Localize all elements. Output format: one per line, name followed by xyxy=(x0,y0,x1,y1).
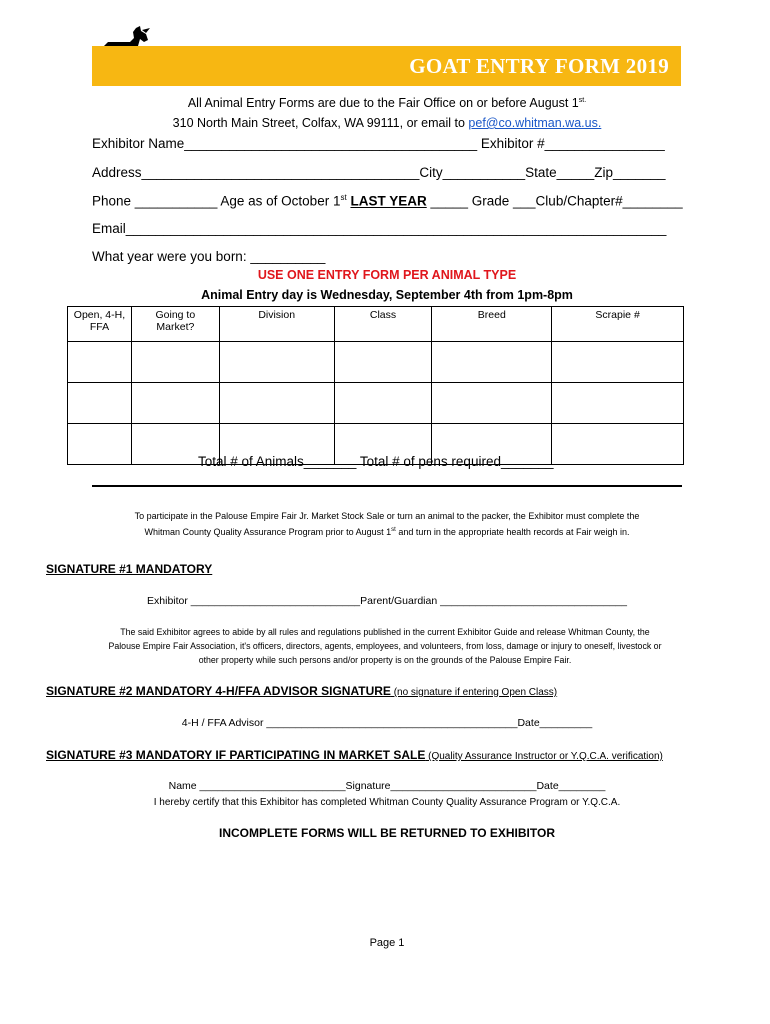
due-date-sup: st. xyxy=(578,96,587,104)
table-row xyxy=(68,383,684,424)
address-line xyxy=(92,116,682,130)
header-division: Division xyxy=(219,307,334,342)
office-address: 310 North Main Street, Colfax, WA 99111, or email to xyxy=(172,116,469,130)
advisor-signature-field[interactable]: 4-H / FFA Advisor ___________________________________________Date_________ xyxy=(181,717,593,729)
header-open-4h-ffa: Open, 4-H, FFA xyxy=(68,307,132,342)
cell-market[interactable] xyxy=(131,383,219,424)
page-number: Page 1 xyxy=(369,937,405,949)
signature-3-note: (Quality Assurance Instructor or Y.Q.C.A. verification) xyxy=(425,751,663,762)
signature-2-title: SIGNATURE #2 MANDATORY 4-H/FFA ADVISOR SIGNATURE xyxy=(46,684,391,698)
grade-club-label: _____ Grade ___Club/Chapter#________ xyxy=(426,193,683,209)
signature-3-title: SIGNATURE #3 MANDATORY IF PARTICIPATING IN MARKET SALE xyxy=(46,748,426,762)
header-breed: Breed xyxy=(432,307,552,342)
divider-rule xyxy=(92,485,682,487)
agreement-line-3: other property while such persons and/or property is on the grounds of the Palouse Empire Fair. xyxy=(198,655,572,665)
cell-scrapie[interactable] xyxy=(552,342,684,383)
due-date-text: All Animal Entry Forms are due to the Fair Office on or before August 1 xyxy=(187,96,579,110)
header-scrapie: Scrapie # xyxy=(552,307,684,342)
email-field[interactable]: Email________________________________________________________________________ xyxy=(92,221,667,236)
cell-scrapie[interactable] xyxy=(552,424,684,465)
cell-market[interactable] xyxy=(131,342,219,383)
animal-entry-table xyxy=(67,306,684,465)
quality-assurance-note xyxy=(92,509,682,539)
header-going-to-market: Going to Market? xyxy=(131,307,219,342)
agreement-line-2: Palouse Empire Fair Association, it's officers, directors, agents, employees, and volunteers, from loss, damage or injury to oneself, livestock or xyxy=(108,641,662,651)
phone-age-label: Phone ___________ Age as of October 1 xyxy=(92,193,341,209)
release-agreement xyxy=(60,625,710,667)
cell-breed[interactable] xyxy=(432,383,552,424)
cell-open-4h-ffa[interactable] xyxy=(68,383,132,424)
table-header-row xyxy=(68,307,684,342)
signature-3-heading xyxy=(46,748,663,762)
birth-year-field[interactable]: What year were you born: __________ xyxy=(92,249,326,264)
cell-scrapie[interactable] xyxy=(552,383,684,424)
cell-breed[interactable] xyxy=(432,342,552,383)
quality-line-1: To participate in the Palouse Empire Fair Jr. Market Stock Sale or turn an animal to the packer, the Exhibitor must complete the xyxy=(134,511,640,521)
cell-open-4h-ffa[interactable] xyxy=(68,342,132,383)
one-form-notice: USE ONE ENTRY FORM PER ANIMAL TYPE xyxy=(257,268,517,282)
cell-division[interactable] xyxy=(219,383,334,424)
cell-class[interactable] xyxy=(334,342,432,383)
cell-division[interactable] xyxy=(219,342,334,383)
due-date-line xyxy=(92,96,682,110)
exhibitor-name-field[interactable]: Exhibitor Name_______________________________________ Exhibitor #________________ xyxy=(92,136,665,151)
agreement-line-1: The said Exhibitor agrees to abide by all rules and regulations published in the current Exhibitor Guide and release Whitman County, the xyxy=(120,627,650,637)
last-year-label: LAST YEAR xyxy=(350,193,427,209)
signature-2-note: (no signature if entering Open Class) xyxy=(390,687,558,698)
qa-certify-statement: I hereby certify that this Exhibitor has completed Whitman County Quality Assurance Program or Y.Q.C.A. xyxy=(153,797,621,808)
form-title: GOAT ENTRY FORM 2019 xyxy=(409,54,669,78)
email-link[interactable]: pef@co.whitman.wa.us. xyxy=(468,116,602,130)
title-banner xyxy=(92,46,681,86)
entry-day-notice: Animal Entry day is Wednesday, September 4th from 1pm-8pm xyxy=(201,288,573,302)
header-class: Class xyxy=(334,307,432,342)
signature-1-heading: SIGNATURE #1 MANDATORY xyxy=(46,562,213,576)
incomplete-forms-notice: INCOMPLETE FORMS WILL BE RETURNED TO EXHIBITOR xyxy=(218,826,555,840)
table-row xyxy=(68,342,684,383)
totals-field[interactable]: Total # of Animals_______ Total # of pens required_______ xyxy=(198,454,554,469)
address-field[interactable]: Address_____________________________________City___________State_____Zip_______ xyxy=(92,165,666,180)
cell-open-4h-ffa[interactable] xyxy=(68,424,132,465)
phone-sup: st xyxy=(340,193,347,202)
cell-class[interactable] xyxy=(334,383,432,424)
qa-signature-field[interactable]: Name _________________________Signature_________________________Date________ xyxy=(168,780,606,792)
quality-line-2: Whitman County Quality Assurance Program prior to August 1st and turn in the appropriate health records at Fair weigh in. xyxy=(144,527,630,537)
signature-2-heading xyxy=(46,684,557,698)
phone-age-field[interactable] xyxy=(92,193,683,209)
exhibitor-parent-signature-field[interactable]: Exhibitor _____________________________Parent/Guardian ________________________________ xyxy=(147,595,627,607)
